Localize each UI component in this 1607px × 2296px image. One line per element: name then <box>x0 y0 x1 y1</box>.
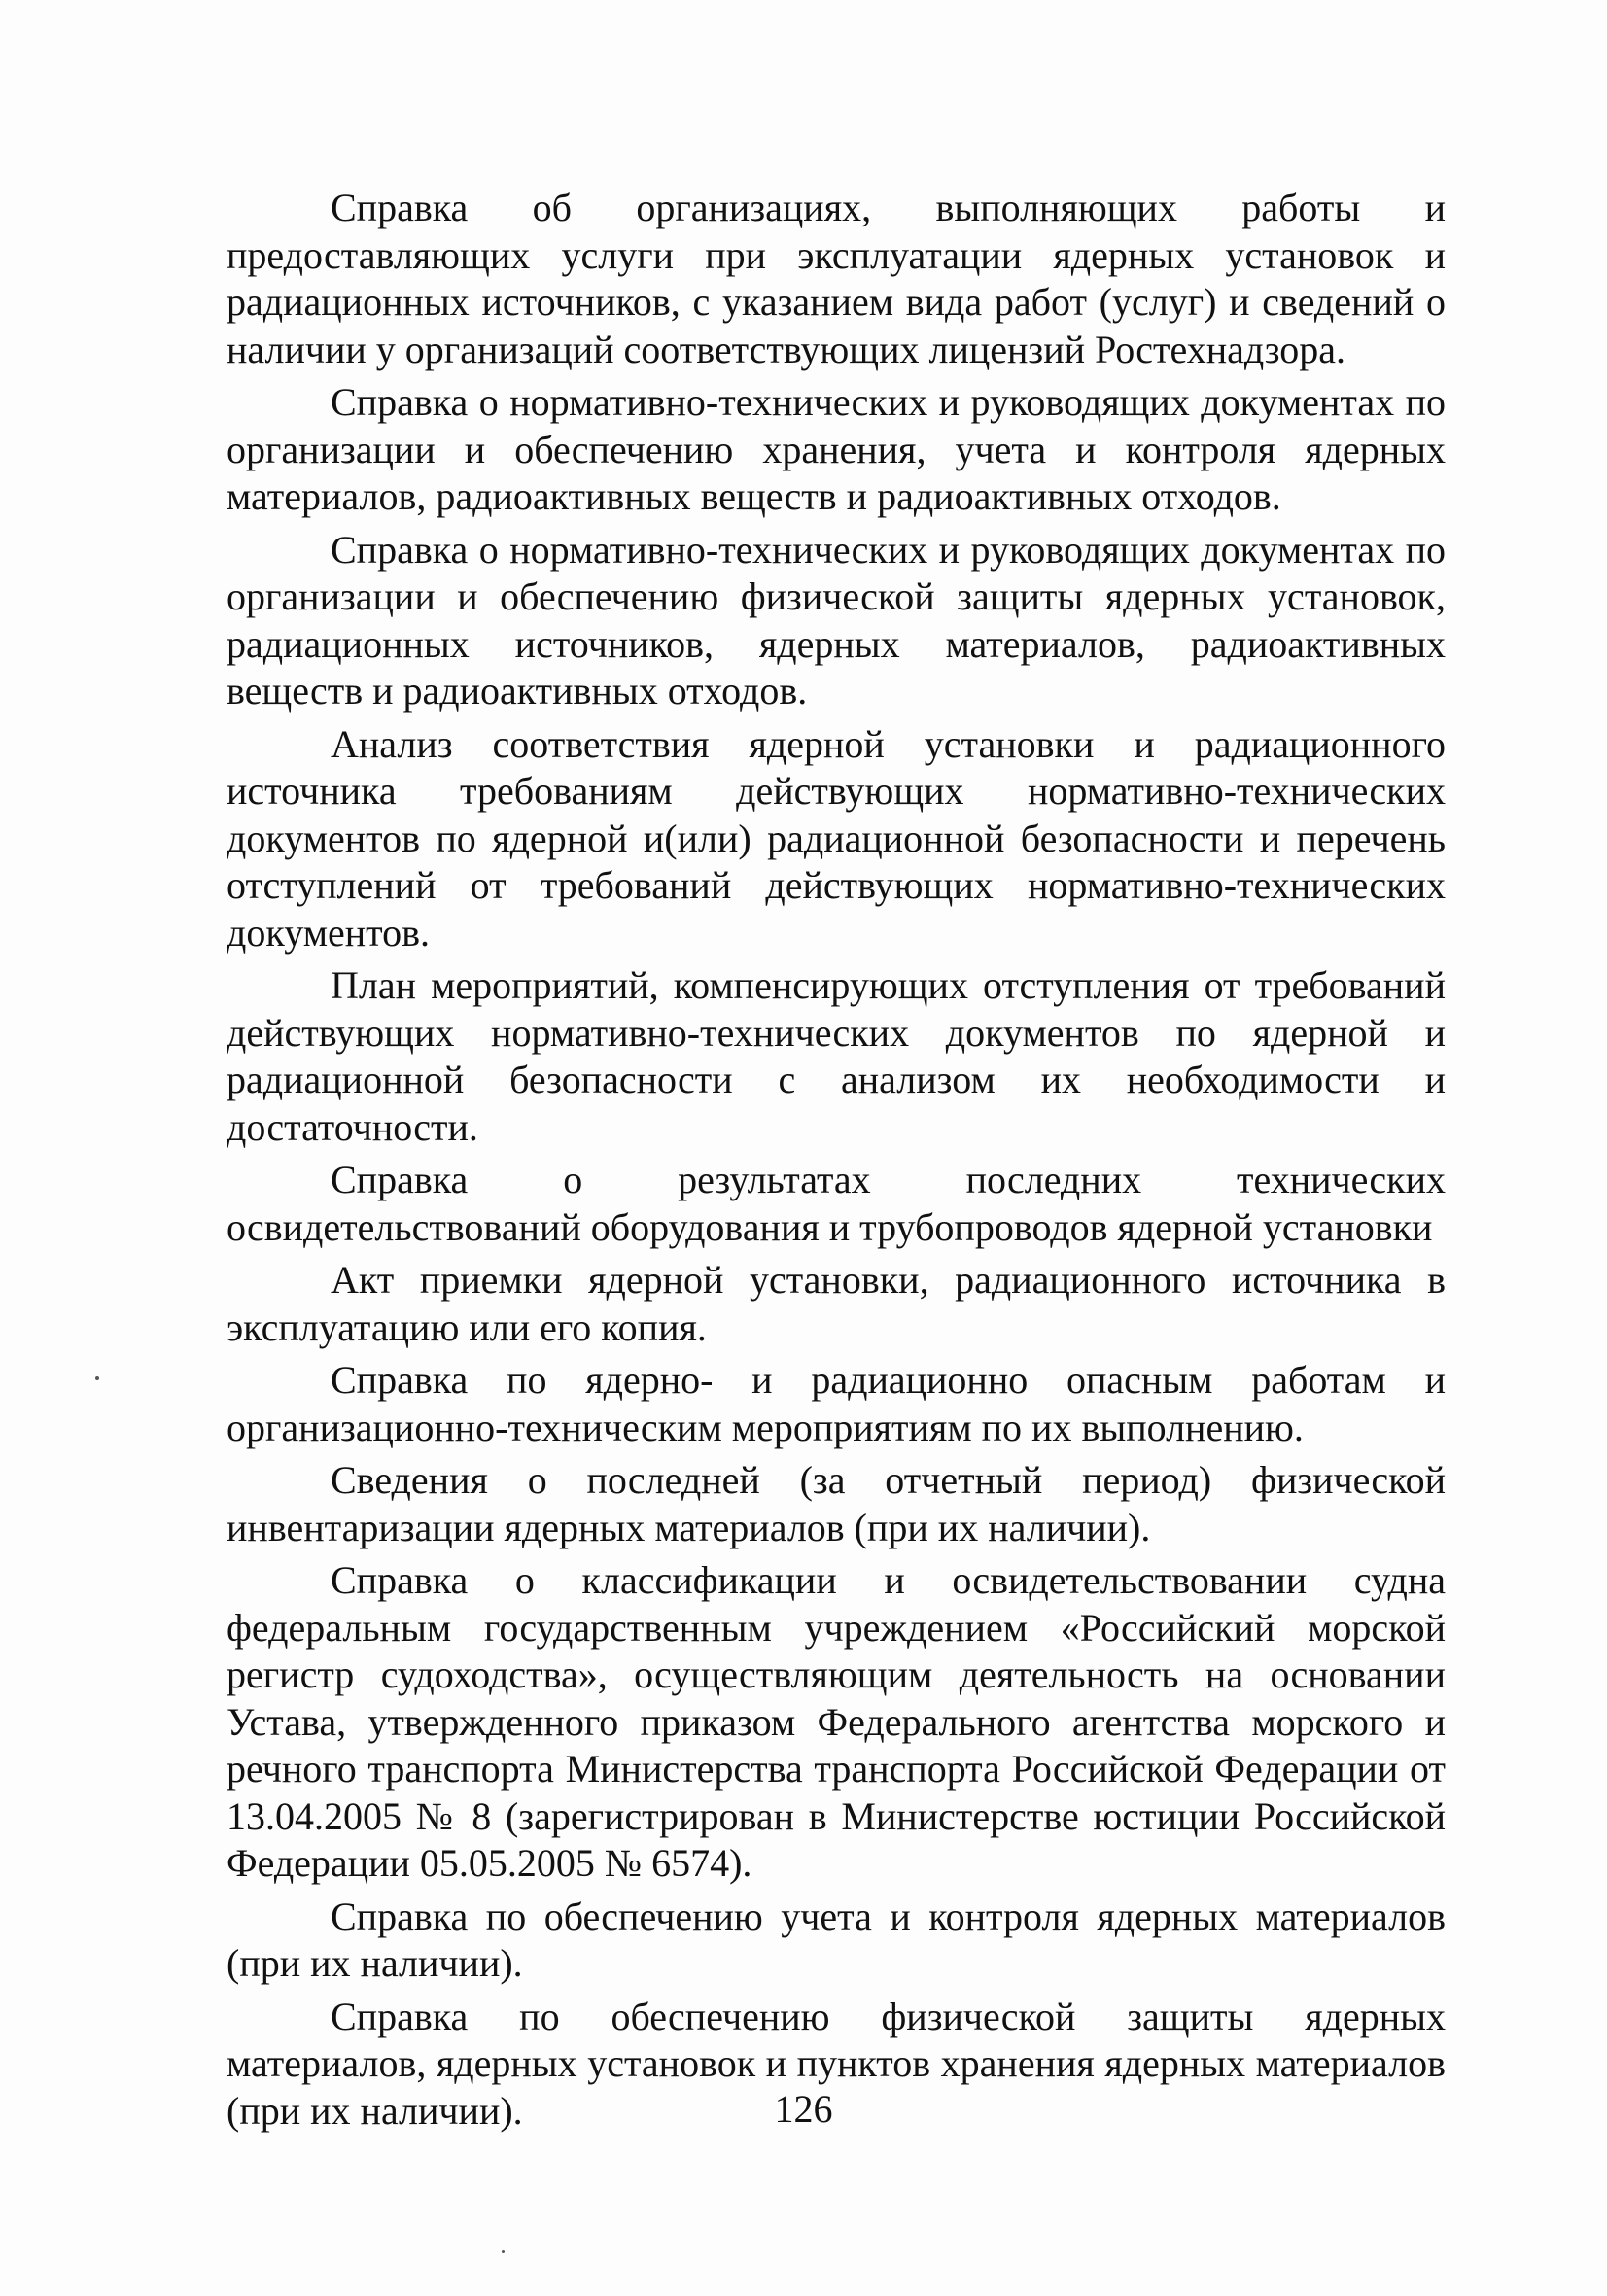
paragraph-compliance-analysis: Анализ соответствия ядерной установки и радиационного источника требованиям действующих нормативно-технических документов по ядерной и(или) радиационной безопасности и перечень отступлений от требований действующих нормативно-технических документов. <box>227 721 1446 955</box>
scan-speck <box>95 1376 99 1380</box>
paragraph-accounting-control: Справка по обеспечению учета и контроля ядерных материалов (при их наличии). <box>227 1894 1446 1985</box>
document-body <box>227 185 1446 2140</box>
paragraph-compensation-plan: План мероприятий, компенсирующих отступления от требований действующих нормативно-технических документов по ядерной и радиационной безопасности с анализом их необходимости и достаточности. <box>227 963 1446 1149</box>
paragraph-hazardous-works: Справка по ядерно- и радиационно опасным работам и организационно-техническим мероприятиям по их выполнению. <box>227 1358 1446 1449</box>
paragraph-vessel-classification: Справка о классификации и освидетельствовании судна федеральным государственным учреждением «Российский морской регистр судоходства», осуществляющим деятельность на основании Устава, утвержденного приказом Федерального агентства морского и речного транспорта Министерства транспорта Российской Федерации от 13.04.2005 № 8 (зарегистрирован в Министерстве юстиции Российской Федерации 05.05.2005 № 6574). <box>227 1558 1446 1885</box>
paragraph-technical-inspections: Справка о результатах последних технических освидетельствований оборудования и трубопроводов ядерной установки <box>227 1158 1446 1249</box>
paragraph-acceptance-act: Акт приемки ядерной установки, радиационного источника в эксплуатацию или его копия. <box>227 1258 1446 1349</box>
scan-speck <box>502 2250 505 2253</box>
paragraph-physical-protection: Справка по обеспечению физической защиты ядерных материалов, ядерных установок и пунктов хранения ядерных материалов (при их наличии). <box>227 1994 1446 2133</box>
paragraph-storage-accounting-docs: Справка о нормативно-технических и руководящих документах по организации и обеспечению хранения, учета и контроля ядерных материалов, радиоактивных веществ и радиоактивных отходов. <box>227 380 1446 518</box>
paragraph-organizations-reference: Справка об организациях, выполняющих работы и предоставляющих услуги при эксплуатации ядерных установок и радиационных источников, с указанием вида работ (услуг) и сведений о наличии у организаций соответствующих лицензий Ростехнадзора. <box>227 186 1446 371</box>
page-number: 126 <box>774 2087 833 2131</box>
paragraph-inventory-info: Сведения о последней (за отчетный период) физической инвентаризации ядерных материалов (при их наличии). <box>227 1458 1446 1549</box>
paragraph-physical-protection-docs: Справка о нормативно-технических и руководящих документах по организации и обеспечению физической защиты ядерных установок, радиационных источников, ядерных материалов, радиоактивных веществ и радиоактивных отходов. <box>227 527 1446 713</box>
